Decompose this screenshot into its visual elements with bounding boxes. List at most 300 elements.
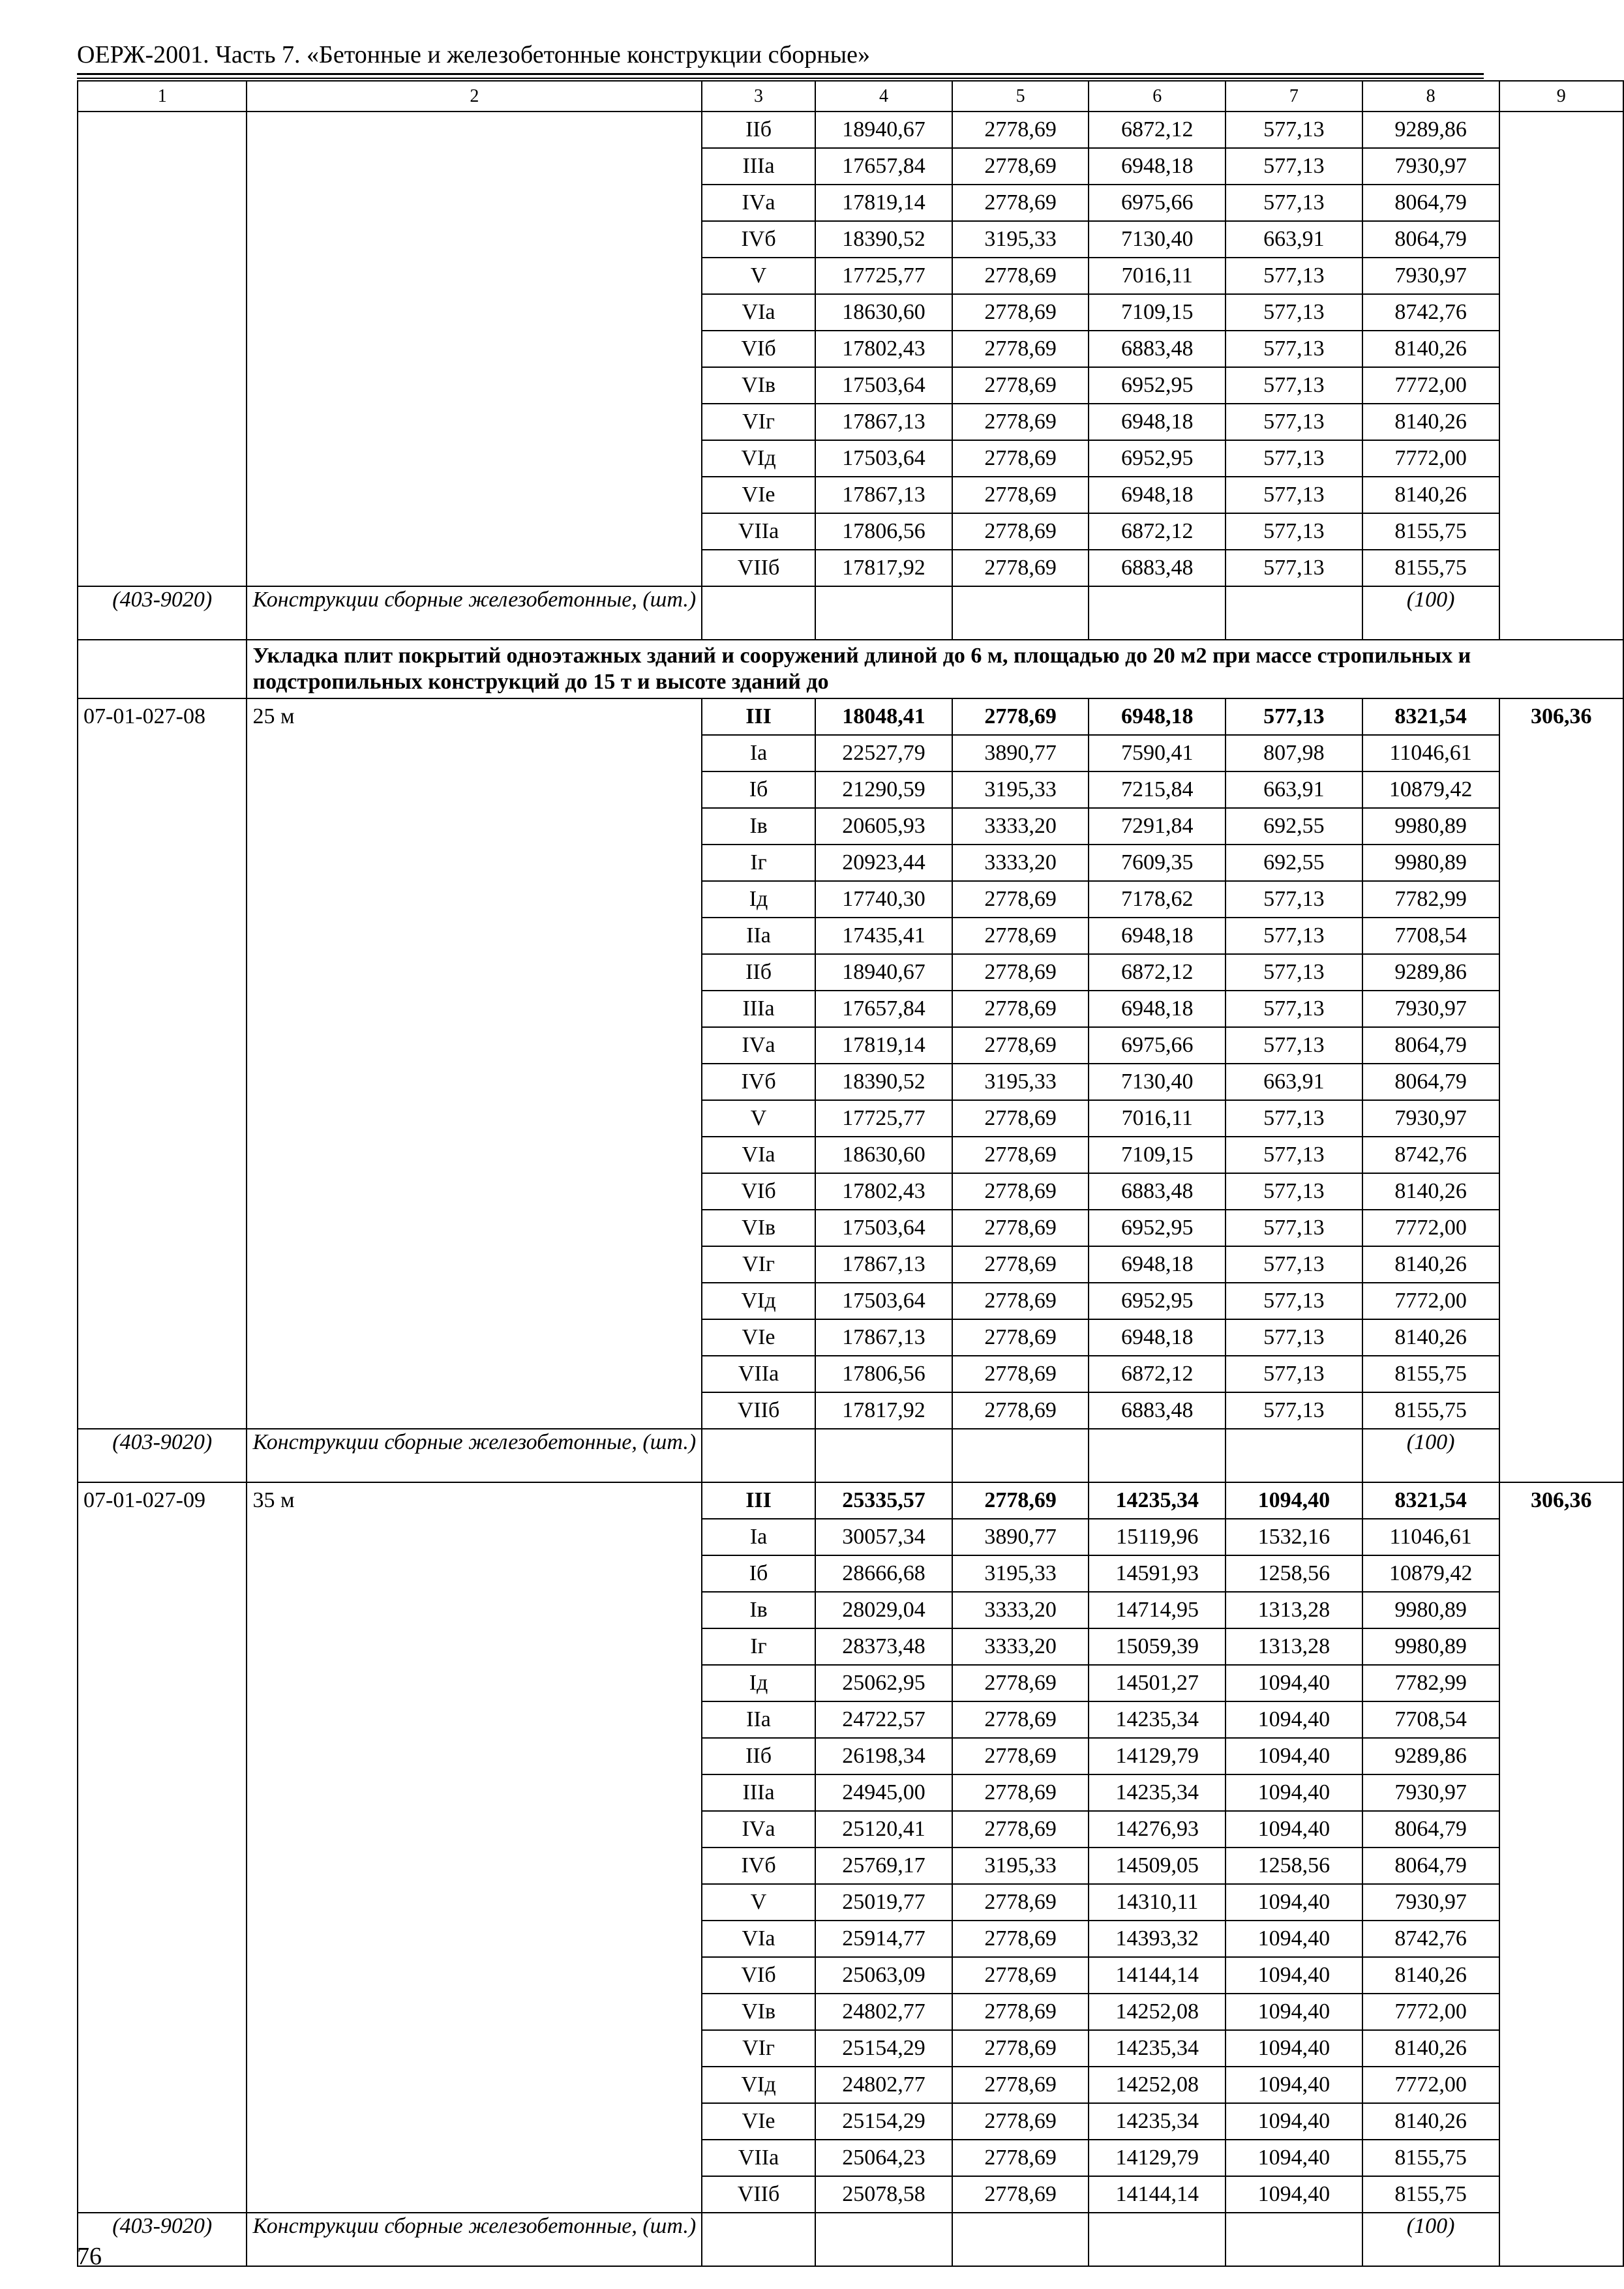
wages-cell: 2778,69: [952, 477, 1089, 513]
region-cell: VIIб: [702, 550, 815, 586]
labor-cost: 306,36: [1499, 698, 1623, 1482]
wages-cell: 2778,69: [952, 1994, 1089, 2030]
page-title: ОЕРЖ-2001. Часть 7. «Бетонные и железобетонные конструкции сборные»: [77, 41, 870, 68]
column-number: 7: [1226, 81, 1362, 112]
resource-code: (403-9020): [78, 586, 247, 640]
page-number: 76: [77, 2243, 102, 2270]
machine-cost-cell: 14310,11: [1089, 1884, 1226, 1921]
empty-cell: [702, 1429, 815, 1482]
machine-cost-cell: 6948,18: [1089, 698, 1226, 735]
materials-cost-cell: 8064,79: [1362, 185, 1499, 221]
materials-cost-cell: 7708,54: [1362, 918, 1499, 954]
region-cell: Iа: [702, 1519, 815, 1555]
machine-cost-cell: 6952,95: [1089, 1283, 1226, 1319]
region-cell: VIб: [702, 1173, 815, 1210]
wages-cell: 2778,69: [952, 2030, 1089, 2067]
machinist-wages-cell: 577,13: [1226, 550, 1362, 586]
machine-cost-cell: 7016,11: [1089, 1100, 1226, 1137]
total-cost-cell: 17819,14: [815, 185, 952, 221]
resource-code: (403-9020): [78, 2213, 247, 2266]
materials-cost-cell: 7930,97: [1362, 1100, 1499, 1137]
total-cost-cell: 28373,48: [815, 1628, 952, 1665]
section-title-row: [78, 640, 1623, 698]
wages-cell: 2778,69: [952, 1173, 1089, 1210]
total-cost-cell: 28666,68: [815, 1555, 952, 1592]
region-cell: Iг: [702, 845, 815, 881]
total-cost-cell: 25062,95: [815, 1665, 952, 1701]
materials-cost-cell: 7930,97: [1362, 1774, 1499, 1811]
empty-cell: [1226, 2213, 1362, 2266]
total-cost-cell: 24802,77: [815, 1994, 952, 2030]
machinist-wages-cell: 1258,56: [1226, 1555, 1362, 1592]
resource-row: [78, 586, 1623, 640]
machine-cost-cell: 6883,48: [1089, 1392, 1226, 1429]
total-cost-cell: 17867,13: [815, 404, 952, 440]
total-cost-cell: 24722,57: [815, 1701, 952, 1738]
materials-cost-cell: 7782,99: [1362, 1665, 1499, 1701]
wages-cell: 2778,69: [952, 2067, 1089, 2103]
total-cost-cell: 17503,64: [815, 1283, 952, 1319]
rate-main-row: [78, 1482, 1623, 1519]
machine-cost-cell: 14276,93: [1089, 1811, 1226, 1848]
wages-cell: 2778,69: [952, 1283, 1089, 1319]
region-cell: IVа: [702, 1811, 815, 1848]
wages-cell: 2778,69: [952, 404, 1089, 440]
region-cell: VIа: [702, 1921, 815, 1957]
region-cell: IIIа: [702, 991, 815, 1027]
materials-cost-cell: 8064,79: [1362, 1848, 1499, 1884]
machine-cost-cell: 14235,34: [1089, 2030, 1226, 2067]
materials-cost-cell: 11046,61: [1362, 735, 1499, 771]
machine-cost-cell: 6948,18: [1089, 918, 1226, 954]
region-cell: VIг: [702, 1246, 815, 1283]
total-cost-cell: 26198,34: [815, 1738, 952, 1774]
header-rule-thin: [77, 78, 1484, 79]
region-cell: Iг: [702, 1628, 815, 1665]
total-cost-cell: 17740,30: [815, 881, 952, 918]
materials-cost-cell: 8140,26: [1362, 1173, 1499, 1210]
resource-row: [78, 1429, 1623, 1482]
wages-cell: 2778,69: [952, 1738, 1089, 1774]
region-cell: Iб: [702, 771, 815, 808]
machinist-wages-cell: 577,13: [1226, 331, 1362, 367]
machinist-wages-cell: 663,91: [1226, 1064, 1362, 1100]
total-cost-cell: 25769,17: [815, 1848, 952, 1884]
wages-cell: 3195,33: [952, 221, 1089, 258]
empty-cell: [1089, 586, 1226, 640]
total-cost-cell: 17867,13: [815, 477, 952, 513]
wages-cell: 2778,69: [952, 294, 1089, 331]
machinist-wages-cell: 1094,40: [1226, 1774, 1362, 1811]
machine-cost-cell: 7016,11: [1089, 258, 1226, 294]
total-cost-cell: 17819,14: [815, 1027, 952, 1064]
total-cost-cell: 18390,52: [815, 1064, 952, 1100]
machinist-wages-cell: 1094,40: [1226, 1701, 1362, 1738]
machine-cost-cell: 6883,48: [1089, 1173, 1226, 1210]
region-cell: VIе: [702, 1319, 815, 1356]
materials-cost-cell: 8064,79: [1362, 1064, 1499, 1100]
machine-cost-cell: 6872,12: [1089, 112, 1226, 148]
wages-cell: 2778,69: [952, 918, 1089, 954]
total-cost-cell: 21290,59: [815, 771, 952, 808]
machinist-wages-cell: 577,13: [1226, 148, 1362, 185]
wages-cell: 2778,69: [952, 1392, 1089, 1429]
materials-cost-cell: 10879,42: [1362, 1555, 1499, 1592]
materials-cost-cell: 8742,76: [1362, 1137, 1499, 1173]
materials-cost-cell: 9980,89: [1362, 1592, 1499, 1628]
materials-cost-cell: 8140,26: [1362, 477, 1499, 513]
total-cost-cell: 25335,57: [815, 1482, 952, 1519]
region-cell: VIг: [702, 404, 815, 440]
materials-cost-cell: 8064,79: [1362, 1811, 1499, 1848]
region-cell: IIб: [702, 954, 815, 991]
machine-cost-cell: 14509,05: [1089, 1848, 1226, 1884]
materials-cost-cell: 8140,26: [1362, 2030, 1499, 2067]
machine-cost-cell: 6975,66: [1089, 185, 1226, 221]
machine-cost-cell: 14129,79: [1089, 2140, 1226, 2176]
column-number: 5: [952, 81, 1089, 112]
materials-cost-cell: 9289,86: [1362, 1738, 1499, 1774]
materials-cost-cell: 7772,00: [1362, 367, 1499, 404]
materials-cost-cell: 7930,97: [1362, 148, 1499, 185]
total-cost-cell: 28029,04: [815, 1592, 952, 1628]
region-cell: Iд: [702, 881, 815, 918]
region-cell: VIIб: [702, 2176, 815, 2213]
wages-cell: 3195,33: [952, 1555, 1089, 1592]
materials-cost-cell: 8140,26: [1362, 2103, 1499, 2140]
machinist-wages-cell: 577,13: [1226, 1246, 1362, 1283]
code-cell: [78, 112, 247, 586]
region-cell: VIа: [702, 1137, 815, 1173]
total-cost-cell: 30057,34: [815, 1519, 952, 1555]
wages-cell: 2778,69: [952, 1356, 1089, 1392]
wages-cell: 2778,69: [952, 1921, 1089, 1957]
table-row: [78, 112, 1623, 148]
rate-name: 25 м: [247, 698, 702, 1429]
materials-cost-cell: 7930,97: [1362, 991, 1499, 1027]
region-cell: VIIб: [702, 1392, 815, 1429]
materials-cost-cell: 8321,54: [1362, 698, 1499, 735]
materials-cost-cell: 11046,61: [1362, 1519, 1499, 1555]
name-cell: [247, 112, 702, 586]
wages-cell: 2778,69: [952, 1246, 1089, 1283]
machine-cost-cell: 7130,40: [1089, 221, 1226, 258]
column-number: 4: [815, 81, 952, 112]
machinist-wages-cell: 1094,40: [1226, 1811, 1362, 1848]
machine-cost-cell: 6872,12: [1089, 1356, 1226, 1392]
machine-cost-cell: 7109,15: [1089, 1137, 1226, 1173]
region-cell: V: [702, 1884, 815, 1921]
total-cost-cell: 17817,92: [815, 1392, 952, 1429]
total-cost-cell: 17725,77: [815, 258, 952, 294]
region-cell: VIIа: [702, 513, 815, 550]
machinist-wages-cell: 577,13: [1226, 185, 1362, 221]
wages-cell: 3195,33: [952, 771, 1089, 808]
materials-cost-cell: 8155,75: [1362, 550, 1499, 586]
region-cell: IIб: [702, 112, 815, 148]
column-number: 1: [78, 81, 247, 112]
materials-cost-cell: 7772,00: [1362, 440, 1499, 477]
machinist-wages-cell: 577,13: [1226, 1173, 1362, 1210]
wages-cell: 2778,69: [952, 550, 1089, 586]
resource-qty: (100): [1362, 586, 1499, 640]
wages-cell: 2778,69: [952, 1774, 1089, 1811]
wages-cell: 3333,20: [952, 1628, 1089, 1665]
resource-name: Конструкции сборные железобетонные, (шт.): [247, 2213, 702, 2266]
region-cell: VIб: [702, 1957, 815, 1994]
wages-cell: 2778,69: [952, 1027, 1089, 1064]
region-cell: IIIа: [702, 148, 815, 185]
total-cost-cell: 20923,44: [815, 845, 952, 881]
labor-cell: [1499, 112, 1623, 640]
machine-cost-cell: 15059,39: [1089, 1628, 1226, 1665]
empty-cell: [1089, 1429, 1226, 1482]
total-cost-cell: 17867,13: [815, 1319, 952, 1356]
machinist-wages-cell: 1094,40: [1226, 1482, 1362, 1519]
machinist-wages-cell: 1094,40: [1226, 1921, 1362, 1957]
machinist-wages-cell: 1258,56: [1226, 1848, 1362, 1884]
region-cell: VIIа: [702, 1356, 815, 1392]
materials-cost-cell: 8155,75: [1362, 2176, 1499, 2213]
machine-cost-cell: 7590,41: [1089, 735, 1226, 771]
total-cost-cell: 25120,41: [815, 1811, 952, 1848]
wages-cell: 2778,69: [952, 1665, 1089, 1701]
rate-main-row: [78, 698, 1623, 735]
resource-row: [78, 2213, 1623, 2266]
empty-cell: [952, 1429, 1089, 1482]
machine-cost-cell: 14144,14: [1089, 2176, 1226, 2213]
column-number: 3: [702, 81, 815, 112]
labor-cost: 306,36: [1499, 1482, 1623, 2266]
wages-cell: 2778,69: [952, 881, 1089, 918]
wages-cell: 2778,69: [952, 258, 1089, 294]
rates-table: [77, 80, 1624, 2267]
machinist-wages-cell: 577,13: [1226, 258, 1362, 294]
total-cost-cell: 18390,52: [815, 221, 952, 258]
machine-cost-cell: 6948,18: [1089, 991, 1226, 1027]
wages-cell: 3333,20: [952, 845, 1089, 881]
machine-cost-cell: 14235,34: [1089, 2103, 1226, 2140]
wages-cell: 3333,20: [952, 808, 1089, 845]
region-cell: IVб: [702, 221, 815, 258]
machine-cost-cell: 14129,79: [1089, 1738, 1226, 1774]
region-cell: IIIа: [702, 1774, 815, 1811]
empty-cell: [702, 586, 815, 640]
machinist-wages-cell: 1313,28: [1226, 1592, 1362, 1628]
machinist-wages-cell: 1094,40: [1226, 1884, 1362, 1921]
machine-cost-cell: 14252,08: [1089, 2067, 1226, 2103]
region-cell: VIв: [702, 367, 815, 404]
machinist-wages-cell: 577,13: [1226, 1283, 1362, 1319]
header-rule: [77, 73, 1484, 75]
machine-cost-cell: 6883,48: [1089, 331, 1226, 367]
materials-cost-cell: 8064,79: [1362, 221, 1499, 258]
machine-cost-cell: 6975,66: [1089, 1027, 1226, 1064]
total-cost-cell: 18048,41: [815, 698, 952, 735]
machine-cost-cell: 6952,95: [1089, 440, 1226, 477]
materials-cost-cell: 9289,86: [1362, 954, 1499, 991]
region-cell: VIд: [702, 2067, 815, 2103]
materials-cost-cell: 9980,89: [1362, 845, 1499, 881]
total-cost-cell: 18940,67: [815, 954, 952, 991]
empty-cell: [1226, 1429, 1362, 1482]
wages-cell: 2778,69: [952, 1137, 1089, 1173]
machine-cost-cell: 6948,18: [1089, 148, 1226, 185]
region-cell: VIа: [702, 294, 815, 331]
machine-cost-cell: 6952,95: [1089, 1210, 1226, 1246]
empty-cell: [952, 2213, 1089, 2266]
wages-cell: 2778,69: [952, 2140, 1089, 2176]
region-cell: IVа: [702, 1027, 815, 1064]
materials-cost-cell: 8155,75: [1362, 2140, 1499, 2176]
wages-cell: 2778,69: [952, 1701, 1089, 1738]
region-cell: VIIа: [702, 2140, 815, 2176]
empty-cell: [702, 2213, 815, 2266]
rate-name: 35 м: [247, 1482, 702, 2213]
wages-cell: 2778,69: [952, 185, 1089, 221]
machinist-wages-cell: 577,13: [1226, 1210, 1362, 1246]
machinist-wages-cell: 577,13: [1226, 477, 1362, 513]
machine-cost-cell: 7291,84: [1089, 808, 1226, 845]
machinist-wages-cell: 577,13: [1226, 440, 1362, 477]
machine-cost-cell: 7178,62: [1089, 881, 1226, 918]
materials-cost-cell: 8140,26: [1362, 1246, 1499, 1283]
region-cell: VIе: [702, 2103, 815, 2140]
region-cell: IVб: [702, 1064, 815, 1100]
empty-cell: [815, 1429, 952, 1482]
materials-cost-cell: 8155,75: [1362, 513, 1499, 550]
machinist-wages-cell: 1094,40: [1226, 1994, 1362, 2030]
wages-cell: 2778,69: [952, 331, 1089, 367]
machinist-wages-cell: 577,13: [1226, 367, 1362, 404]
empty-cell: [78, 640, 247, 698]
machinist-wages-cell: 577,13: [1226, 1027, 1362, 1064]
column-number: 8: [1362, 81, 1499, 112]
materials-cost-cell: 7772,00: [1362, 1210, 1499, 1246]
total-cost-cell: 25154,29: [815, 2103, 952, 2140]
machine-cost-cell: 6948,18: [1089, 1319, 1226, 1356]
materials-cost-cell: 8064,79: [1362, 1027, 1499, 1064]
wages-cell: 2778,69: [952, 698, 1089, 735]
machinist-wages-cell: 1094,40: [1226, 2067, 1362, 2103]
column-number: 2: [247, 81, 702, 112]
wages-cell: 2778,69: [952, 1100, 1089, 1137]
region-cell: IIа: [702, 1701, 815, 1738]
machinist-wages-cell: 577,13: [1226, 881, 1362, 918]
region-cell: VIд: [702, 1283, 815, 1319]
materials-cost-cell: 7772,00: [1362, 1994, 1499, 2030]
wages-cell: 2778,69: [952, 440, 1089, 477]
machinist-wages-cell: 1094,40: [1226, 1665, 1362, 1701]
wages-cell: 2778,69: [952, 954, 1089, 991]
region-cell: VIг: [702, 2030, 815, 2067]
column-number: 6: [1089, 81, 1226, 112]
materials-cost-cell: 7782,99: [1362, 881, 1499, 918]
region-cell: VIв: [702, 1210, 815, 1246]
total-cost-cell: 25064,23: [815, 2140, 952, 2176]
resource-qty: (100): [1362, 2213, 1499, 2266]
materials-cost-cell: 8155,75: [1362, 1356, 1499, 1392]
machinist-wages-cell: 577,13: [1226, 918, 1362, 954]
materials-cost-cell: 8742,76: [1362, 294, 1499, 331]
machine-cost-cell: 14714,95: [1089, 1592, 1226, 1628]
total-cost-cell: 17657,84: [815, 148, 952, 185]
machine-cost-cell: 7215,84: [1089, 771, 1226, 808]
total-cost-cell: 17657,84: [815, 991, 952, 1027]
total-cost-cell: 18630,60: [815, 294, 952, 331]
wages-cell: 2778,69: [952, 1319, 1089, 1356]
machinist-wages-cell: 577,13: [1226, 1137, 1362, 1173]
total-cost-cell: 17867,13: [815, 1246, 952, 1283]
wages-cell: 2778,69: [952, 2103, 1089, 2140]
empty-cell: [1089, 2213, 1226, 2266]
materials-cost-cell: 9289,86: [1362, 112, 1499, 148]
materials-cost-cell: 8742,76: [1362, 1921, 1499, 1957]
materials-cost-cell: 9980,89: [1362, 808, 1499, 845]
region-cell: Iд: [702, 1665, 815, 1701]
total-cost-cell: 17806,56: [815, 1356, 952, 1392]
wages-cell: 2778,69: [952, 513, 1089, 550]
total-cost-cell: 17802,43: [815, 331, 952, 367]
machinist-wages-cell: 577,13: [1226, 294, 1362, 331]
machinist-wages-cell: 577,13: [1226, 1392, 1362, 1429]
machinist-wages-cell: 1532,16: [1226, 1519, 1362, 1555]
machinist-wages-cell: 577,13: [1226, 991, 1362, 1027]
machinist-wages-cell: 663,91: [1226, 221, 1362, 258]
machinist-wages-cell: 577,13: [1226, 404, 1362, 440]
region-cell: III: [702, 1482, 815, 1519]
machine-cost-cell: 14235,34: [1089, 1482, 1226, 1519]
machine-cost-cell: 6872,12: [1089, 954, 1226, 991]
resource-qty: (100): [1362, 1429, 1499, 1482]
region-cell: IVб: [702, 1848, 815, 1884]
total-cost-cell: 17435,41: [815, 918, 952, 954]
wages-cell: 2778,69: [952, 148, 1089, 185]
region-cell: V: [702, 258, 815, 294]
total-cost-cell: 24945,00: [815, 1774, 952, 1811]
column-number: 9: [1499, 81, 1623, 112]
materials-cost-cell: 7930,97: [1362, 258, 1499, 294]
machinist-wages-cell: 663,91: [1226, 771, 1362, 808]
machine-cost-cell: 15119,96: [1089, 1519, 1226, 1555]
total-cost-cell: 17503,64: [815, 440, 952, 477]
materials-cost-cell: 7772,00: [1362, 2067, 1499, 2103]
machine-cost-cell: 6948,18: [1089, 404, 1226, 440]
machinist-wages-cell: 577,13: [1226, 1356, 1362, 1392]
section-title: Укладка плит покрытий одноэтажных зданий и сооружений длиной до 6 м, площадью до 20 м2 при массе стропильных и подстропильных конструкций до 15 т и высоте зданий до: [247, 640, 1623, 698]
rate-code: 07-01-027-09: [78, 1482, 247, 2213]
materials-cost-cell: 7930,97: [1362, 1884, 1499, 1921]
machinist-wages-cell: 692,55: [1226, 845, 1362, 881]
empty-cell: [815, 2213, 952, 2266]
machine-cost-cell: 14235,34: [1089, 1701, 1226, 1738]
machine-cost-cell: 7609,35: [1089, 845, 1226, 881]
machine-cost-cell: 14591,93: [1089, 1555, 1226, 1592]
resource-name: Конструкции сборные железобетонные, (шт.): [247, 1429, 702, 1482]
region-cell: VIб: [702, 331, 815, 367]
total-cost-cell: 17806,56: [815, 513, 952, 550]
total-cost-cell: 17802,43: [815, 1173, 952, 1210]
total-cost-cell: 25078,58: [815, 2176, 952, 2213]
machinist-wages-cell: 1094,40: [1226, 2030, 1362, 2067]
region-cell: Iб: [702, 1555, 815, 1592]
region-cell: IVа: [702, 185, 815, 221]
empty-cell: [952, 586, 1089, 640]
wages-cell: 3333,20: [952, 1592, 1089, 1628]
machine-cost-cell: 14252,08: [1089, 1994, 1226, 2030]
machinist-wages-cell: 577,13: [1226, 513, 1362, 550]
total-cost-cell: 18940,67: [815, 112, 952, 148]
